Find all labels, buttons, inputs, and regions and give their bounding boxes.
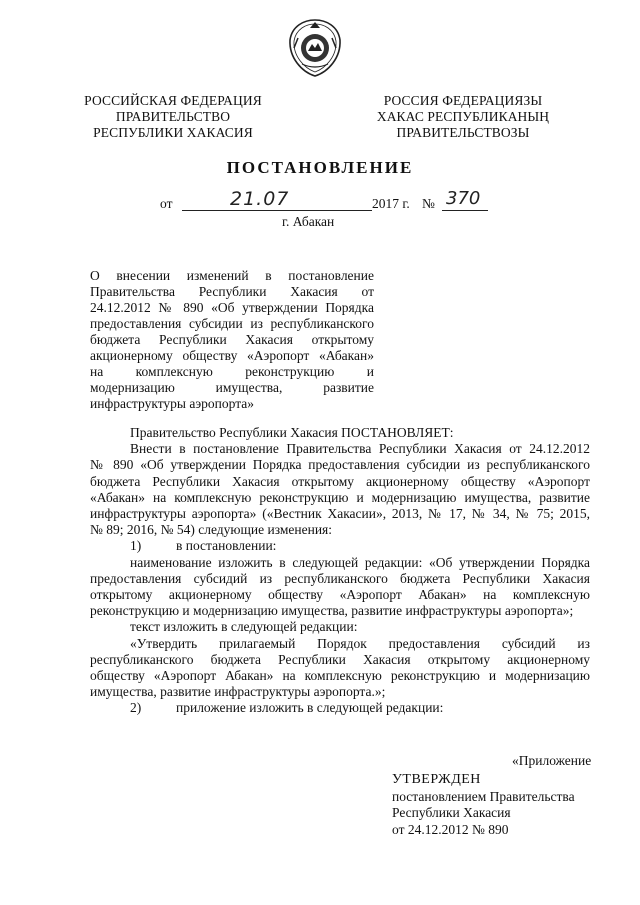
body-line: «Абакан» на комплексную реконструкцию и модернизацию имущества, развитие — [90, 489, 590, 505]
city-label: г. Абакан — [282, 214, 335, 229]
approved-caption: УТВЕРЖДЕН — [392, 772, 481, 787]
number-sign: № — [422, 196, 435, 211]
header-left-line: РОССИЙСКАЯ ФЕДЕРАЦИЯ — [84, 93, 262, 108]
handwritten-date: 21.07 — [230, 188, 290, 210]
subject-line: акционерному обществу «Аэропорт «Абакан» — [90, 348, 374, 363]
header-right-line: ХАКАС РЕСПУБЛИКАНЫҢ — [376, 109, 550, 124]
body-line: № 890 «Об утверждении Порядка предоставления субсидии из республиканского — [90, 457, 590, 473]
list-item-2 — [90, 700, 590, 716]
opening-line: Правительство Республики Хакасия ПОСТАНОВЛЯЕТ: — [130, 425, 454, 440]
body-text — [90, 425, 590, 717]
date-prefix: от — [160, 196, 173, 211]
subject-line: 24.12.2012 № 890 «Об утверждении Порядка — [90, 300, 374, 315]
body-line: № 89; 2016, № 54) следующие изменения: — [90, 522, 333, 538]
body-line: текст изложить в следующей редакции: — [130, 619, 358, 635]
body-line: предоставления субсидий из республиканского бюджета Республики Хакасия — [90, 570, 590, 586]
header-right-line: РОССИЯ ФЕДЕРАЦИЯЗЫ — [383, 93, 543, 108]
body-line: имущества, развитие инфраструктуры аэропорта.»; — [90, 684, 386, 700]
handwritten-number: 370 — [446, 188, 481, 209]
body-line: открытому акционерному обществу «Аэропорт Абакан» на комплексную — [90, 587, 590, 603]
subject-line: на комплексную реконструкцию и — [90, 364, 374, 379]
header-right — [368, 93, 558, 141]
document-title: ПОСТАНОВЛЕНИЕ — [226, 158, 414, 177]
list-item-number: 1) — [130, 538, 142, 554]
subject-block — [90, 268, 374, 412]
header-left-line: ПРАВИТЕЛЬСТВО — [115, 109, 231, 124]
year-label: 2017 г. — [372, 196, 410, 211]
approved-line: Республики Хакасия — [392, 805, 511, 820]
body-line: обществу «Аэропорт Абакан» на комплексную реконструкцию и модернизацию — [90, 668, 590, 684]
approved-block — [392, 772, 575, 838]
list-item-text: в постановлении: — [176, 538, 277, 554]
body-line: инфраструктуры аэропорта» («Вестник Хакасии», 2013, № 17, № 34, № 75; 2015, — [90, 506, 590, 522]
subject-line: О внесении изменений в постановление — [90, 268, 374, 283]
body-line: наименование изложить в следующей редакции: «Об утверждении Порядка — [130, 554, 590, 570]
number-underline — [442, 210, 488, 211]
body-line: реконструкцию и модернизацию имущества, развитие инфраструктуры аэропорта»; — [90, 603, 574, 619]
coat-of-arms-emblem — [288, 18, 342, 78]
header-left — [78, 93, 268, 141]
list-item-1 — [90, 538, 590, 554]
subject-line: модернизацию имущества, развитие — [90, 380, 374, 395]
approved-line: от 24.12.2012 № 890 — [392, 821, 509, 837]
list-item-number: 2) — [130, 700, 142, 716]
header-left-line: РЕСПУБЛИКИ ХАКАСИЯ — [93, 125, 253, 140]
body-line: «Утвердить прилагаемый Порядок предоставления субсидий из — [130, 635, 590, 651]
approved-line: постановлением Правительства — [392, 788, 575, 804]
date-number-line — [160, 188, 490, 214]
body-line: бюджета Республики Хакасия открытому акционерному обществу «Аэропорт — [90, 473, 590, 489]
date-underline — [182, 210, 372, 211]
appendix-label: «Приложение — [512, 753, 592, 768]
subject-line: инфраструктуры аэропорта» — [90, 396, 255, 411]
subject-line: Правительства Республики Хакасия от — [90, 284, 374, 299]
subject-line: бюджета Республики Хакасия открытому — [90, 332, 374, 347]
list-item-text: приложение изложить в следующей редакции: — [176, 700, 444, 716]
body-line: Внести в постановление Правительства Республики Хакасия от 24.12.2012 — [130, 441, 590, 457]
subject-line: предоставления субсидии из республиканского — [90, 316, 374, 331]
header-right-line: ПРАВИТЕЛЬСТВОЗЫ — [396, 125, 530, 140]
body-line: республиканского бюджета Республики Хакасия открытому акционерному — [90, 651, 590, 667]
